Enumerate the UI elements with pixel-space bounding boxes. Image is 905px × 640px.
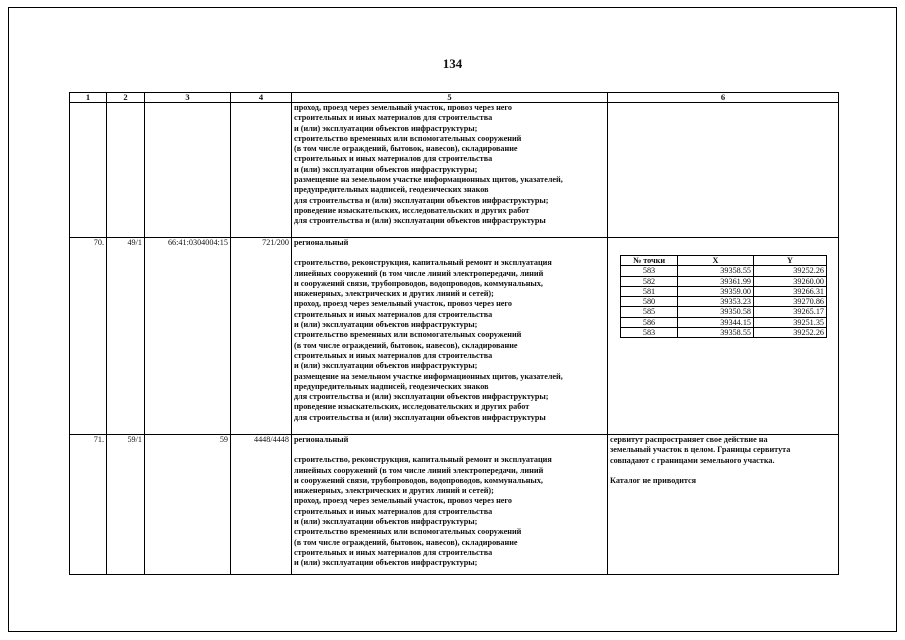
coord-header: X (678, 256, 754, 266)
text-line: для строительства и (или) эксплуатации объектов инфраструктуры; (294, 195, 549, 205)
coord-y: 39270.86 (754, 297, 827, 307)
table-cell (145, 103, 231, 238)
text-line: и сооружений связи, трубопроводов, водопроводов, коммунальных, (294, 278, 543, 288)
coord-y: 39265.17 (754, 307, 827, 317)
boundary-note-cell (608, 435, 839, 575)
coord-x: 39358.55 (678, 266, 754, 276)
purpose-text-cell (292, 238, 608, 435)
text-line: (в том числе ограждений, бытовок, навесов), складирование (294, 340, 518, 350)
coord-y: 39252.26 (754, 328, 827, 338)
servitude-table (69, 92, 839, 575)
coord-x: 39359.00 (678, 286, 754, 296)
point-number: 581 (621, 286, 678, 296)
servitude-kind: региональный (294, 435, 349, 444)
table-cell (231, 103, 292, 238)
text-line: и сооружений связи, трубопроводов, водопроводов, коммунальных, (294, 475, 543, 485)
text-line: строительство временных или вспомогательных сооружений (294, 133, 522, 143)
coord-x: 39350.58 (678, 307, 754, 317)
coord-x: 39344.15 (678, 317, 754, 327)
catalog-note: Каталог не приводится (610, 476, 697, 486)
text-line: строительство, реконструкция, капитальный ремонт и эксплуатация (294, 258, 552, 268)
text-line: инженерных, электрических и других линий и сетей); (294, 486, 494, 496)
coord-y: 39260.00 (754, 276, 827, 286)
text-line: линейных сооружений (в том числе линий электропередачи, линий (294, 465, 544, 475)
coord-x: 39353.23 (678, 297, 754, 307)
coord-y: 39266.31 (754, 286, 827, 296)
text-line: размещение на земельном участке информационных щитов, указателей, (294, 175, 563, 185)
text-line: линейных сооружений (в том числе линий электропередачи, линий (294, 268, 544, 278)
point-number: 586 (621, 317, 678, 327)
coord-y: 39251.35 (754, 317, 827, 327)
text-line: размещение на земельном участке информационных щитов, указателей, (294, 371, 563, 381)
table-cell (70, 103, 107, 238)
coord-header: Y (754, 256, 827, 266)
coordinates-row (621, 328, 827, 338)
purpose-text-cell (292, 435, 608, 575)
text-line: инженерных, электрических и других линий и сетей); (294, 289, 494, 299)
row-number: 70. (70, 238, 107, 435)
coordinates-row (621, 276, 827, 286)
point-number: 583 (621, 266, 678, 276)
quarter-number: 59/1 (107, 435, 145, 575)
coord-y: 39252.26 (754, 266, 827, 276)
text-line: и (или) эксплуатации объектов инфраструктуры; (294, 320, 478, 330)
text-line: проведение изыскательских, исследовательских и других работ (294, 205, 530, 215)
text-line: строительных и иных материалов для строительства (294, 350, 493, 360)
text-line: для строительства и (или) эксплуатации объектов инфраструктуры (294, 216, 546, 226)
cadastral-number: 59 (145, 435, 231, 575)
area-value: 721/200 (231, 238, 292, 435)
header-cell: 4 (231, 93, 292, 103)
quarter-number: 49/1 (107, 238, 145, 435)
purpose-text-cell (292, 103, 608, 238)
header-cell: 5 (292, 93, 608, 103)
point-number: 580 (621, 297, 678, 307)
coordinates-row (621, 307, 827, 317)
header-cell: 3 (145, 93, 231, 103)
table-row-continuation (70, 103, 839, 238)
header-row (70, 93, 839, 103)
text-line: проведение изыскательских, исследовательских и других работ (294, 402, 530, 412)
text-line: и (или) эксплуатации объектов инфраструктуры; (294, 164, 478, 174)
text-line: строительство временных или вспомогательных сооружений (294, 330, 522, 340)
coordinates-row (621, 317, 827, 327)
text-line: строительных и иных материалов для строительства (294, 154, 493, 164)
note-line: земельный участок в целом. Границы сервитута (610, 445, 791, 455)
table-cell (608, 103, 839, 238)
point-number: 582 (621, 276, 678, 286)
text-line: предупредительных надписей, геодезических знаков (294, 381, 489, 391)
coord-x: 39361.99 (678, 276, 754, 286)
coordinates-table (620, 255, 827, 338)
coordinates-header-row (621, 256, 827, 266)
text-line: строительных и иных материалов для строительства (294, 113, 493, 123)
text-line: строительство, реконструкция, капитальный ремонт и эксплуатация (294, 455, 552, 465)
text-line: для строительства и (или) эксплуатации объектов инфраструктуры (294, 412, 546, 422)
servitude-kind: региональный (294, 238, 349, 247)
area-value: 4448/4448 (231, 435, 292, 575)
coordinates-row (621, 266, 827, 276)
header-cell: 6 (608, 93, 839, 103)
text-line: проход, проезд через земельный участок, провоз через него (294, 103, 513, 112)
text-line: предупредительных надписей, геодезических знаков (294, 185, 489, 195)
coordinates-row (621, 286, 827, 296)
point-number: 583 (621, 328, 678, 338)
table-row-71 (70, 435, 839, 575)
coord-x: 39358.55 (678, 328, 754, 338)
table-cell (107, 103, 145, 238)
text-line: для строительства и (или) эксплуатации объектов инфраструктуры; (294, 392, 549, 402)
text-line: строительных и иных материалов для строительства (294, 309, 493, 319)
point-number: 585 (621, 307, 678, 317)
text-line: и (или) эксплуатации объектов инфраструктуры; (294, 517, 478, 527)
text-line: и (или) эксплуатации объектов инфраструктуры; (294, 361, 478, 371)
text-line: проход, проезд через земельный участок, провоз через него (294, 496, 513, 506)
text-line: проход, проезд через земельный участок, провоз через него (294, 299, 513, 309)
text-line: и (или) эксплуатации объектов инфраструктуры; (294, 123, 478, 133)
text-line: (в том числе ограждений, бытовок, навесов), складирование (294, 144, 518, 154)
header-cell: 2 (107, 93, 145, 103)
note-line: совпадают с границами земельного участка. (610, 455, 775, 465)
text-line: (в том числе ограждений, бытовок, навесов), складирование (294, 537, 518, 547)
note-line: сервитут распространяет свое действие на (610, 435, 768, 444)
coord-header: № точки (621, 256, 678, 266)
table-row-70 (70, 238, 839, 435)
text-line: и (или) эксплуатации объектов инфраструктуры; (294, 558, 478, 568)
text-line: строительных и иных материалов для строительства (294, 506, 493, 516)
text-line: строительство временных или вспомогательных сооружений (294, 527, 522, 537)
cadastral-number: 66:41:0304004:15 (145, 238, 231, 435)
coordinates-row (621, 297, 827, 307)
page-number: 134 (442, 56, 463, 71)
coordinates-cell (608, 238, 839, 435)
row-number: 71. (70, 435, 107, 575)
text-line: строительных и иных материалов для строительства (294, 547, 493, 557)
header-cell: 1 (70, 93, 107, 103)
